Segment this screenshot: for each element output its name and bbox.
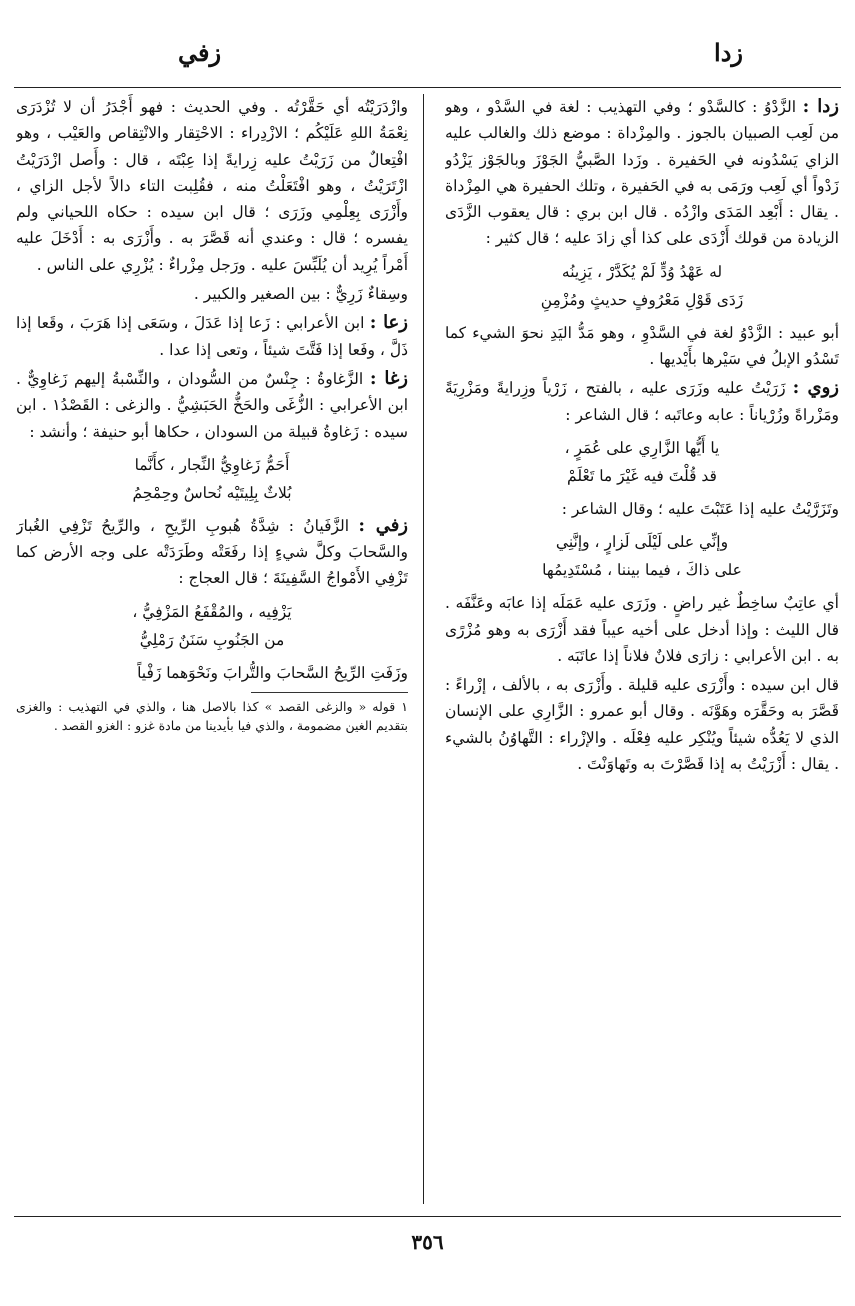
verse bbox=[445, 434, 839, 490]
entry-heading: زغا : bbox=[369, 367, 408, 389]
verse-line: بُلاثٌ بِلِيتَيْه نُحاسٌ وحِمْحِمُ bbox=[132, 483, 292, 502]
entry-text: الزَّفَيانُ : شِدَّةُ هُبوبِ الرِّيحِ ، والرِّيحُ تَزْفِي الغُبارَ والسَّحابَ وكلَّ شيءٍ إذا رفَعَتْه وطَرَدَتْه على وجه الأرض كما تَزْفِي الأَمْواجُ السَّفِينَةَ ؛ قال العجاج : bbox=[16, 516, 408, 588]
footnote-rule bbox=[251, 692, 408, 693]
entry-heading: زعا : bbox=[369, 312, 408, 334]
entry-text: ابن الأعرابي : زَعا إذا عَدَلَ ، وسَعَى إذا هَرَبَ ، وقَعا إذا ذَلَّ ، وفَعا إذا فَتَّتَ شيئاً ، وتعى إذا عدا . bbox=[16, 314, 408, 359]
paragraph: وازْدَرَيْتُه أي حَقَّرْتُه . وفي الحديث : فهو أَجْدَرُ أن لا تُزْدَرَى نِعْمَةُ اللهِ عَلَيْكُم ؛ الازْدِراء : الاحْتِقار والانْتِقاص والعَيْب ، وهو افْتِعالٌ من زَرَيْتُ عليه زِرايةً إذا عِبْتَه ، قال : وأَصل ازْدَرَيْتُ ازْتَرَيْتُ ، وهو افْتَعَلْتُ منه ، فقُلِبت التاء دالاً لأجل الزاي ، وأَزْرَى بِعِلْمِي وزَرَى ؛ قال ابن سيده : حكاه اللحياني ولم يفسره ؛ قال : وعندي أنه قَصَّرَ به . وأَزْرَى به : أَدْخَلَ عليه أَمْراً يُرِيد أن يُلَبِّسَ عليه . ورَجل مِزْراءٌ : يُزْرِي على الناس . bbox=[16, 98, 408, 274]
verse bbox=[16, 598, 408, 654]
page-number: ٣٥٦ bbox=[411, 1230, 444, 1254]
verse-line: قد قُلْتَ فيه غَيْرَ ما تَعْلَمْ bbox=[567, 466, 717, 485]
verse-line: له عَهْدُ وُدٍّ لَمْ يُكَدَّرْ ، يَزِينُه bbox=[561, 262, 723, 281]
entry-zada bbox=[445, 94, 839, 252]
running-head-right: زدا bbox=[714, 38, 743, 67]
paragraph: أبو عبيد : الزَّدْوُ لغة في السَّدْوِ ، وهو مَدُّ اليَدِ نحوَ الشيء كما تَسْدُو الإبلُ في سَيْرها بأَيْديها . bbox=[445, 323, 839, 369]
verse-line: زَدَى قَوْلِ مَعْرُوفٍ حديثٍ ومُزْمِنِ bbox=[540, 290, 744, 309]
verse-line: على ذاكَ ، فيما بيننا ، مُسْتَدِيمُها bbox=[542, 561, 742, 580]
verse bbox=[445, 528, 839, 584]
entry-text: زَرَيْتُ عليه وزَرَى عليه ، بالفتح ، زَرْياً وزِرايةً ومَزْرِيَةً ومَزْراةً وزُرْياناً : عابه وعاتَبه ؛ قال الشاعر : bbox=[445, 379, 839, 424]
verse-line: وإنِّي على لَيْلَى لَزارٍ ، وإنَّنِي bbox=[555, 533, 729, 552]
left-column bbox=[16, 94, 408, 1202]
verse-line: يَزْفِيه ، والمُقْفَعُ المَزْفِيُّ ، bbox=[132, 602, 292, 621]
header-rule bbox=[14, 87, 841, 88]
paragraph: أي عاتِبٌ ساخِطٌ غير راضٍ . وزَرَى عليه عَمَلَه إذا عابَه وعَنَّفَه . قال الليث : وإذا أدخل على أخيه عيباً فقد أَزْرَى به وهو مُزْرًى به . ابن الأعرابي : زارَى فلانٌ فلاناً إذا عاتَبَه . bbox=[445, 594, 839, 665]
verse-line: أَحَمُّ زَغاوِيُّ النِّجار ، كأَنَّما bbox=[134, 455, 290, 474]
paragraph: قال ابن سيده : وأَزْرَى عليه قليلة . وأَزْرَى به ، بالألف ، إزْراءً : قَصَّرَ به وحَقَّرَه وهَوَّنَه . وقال أبو عمرو : الزَّارِي على الإنسان الذي لا يَعُدُّه شيئاً ويُنْكِر عليه فِعْلَه . والإزْراء : التَّهاوُنُ بالشيء . يقال : أَزْرَيْتُ به إذا قَصَّرْتَ به وتَهاوَنْتَ . bbox=[445, 676, 839, 774]
paragraph: وزَفَتِ الرِّيحُ السَّحابَ والتُّرابَ ونَحْوَهما زَفْياً bbox=[137, 663, 408, 682]
verse bbox=[445, 258, 839, 314]
footer-rule bbox=[14, 1216, 841, 1217]
paragraph: وسِقاءٌ زَرِيٌّ : بين الصغير والكبير . bbox=[193, 285, 408, 304]
verse bbox=[16, 451, 408, 507]
entry-zaa bbox=[16, 310, 408, 363]
entry-heading: زدا : bbox=[802, 96, 839, 117]
entry-text: الزَّدْوُ : كالسَّدْو ؛ وفي التهذيب : لغة في السَّدْو ، وهو من لَعِب الصبيان بالجوز . والمِزْداة : موضع ذلك والغالب عليه الزاي يَسْدُونه في الحَفيرة . وزَدا الصَّبيُّ الجَوْزَ وبالجَوْز يَزْدُو زَدْواً أي لَعِب ورَمَى به في الحَفيرة ، وتلك الحفيرة هي المِزْداة . يقال : أَبْعِد المَدَى وازْدُه . قال ابن بري : قال يعقوب الزَّدَى الزيادة من قولك أَزْدَى على كذا أي زادَ عليه ؛ قال كثير : bbox=[445, 98, 839, 248]
entry-zawa bbox=[445, 375, 839, 428]
verse-line: من الجَنُوبِ سَنَنٌ رَمْلِيُّ bbox=[139, 630, 285, 649]
verse-line: يا أَيُّها الزَّارِي على عُمَرٍ ، bbox=[564, 438, 720, 457]
entry-heading: زوي : bbox=[792, 377, 839, 399]
entry-zafa bbox=[16, 513, 408, 592]
entry-heading: زفي : bbox=[358, 514, 408, 536]
right-column bbox=[445, 94, 839, 1202]
entry-text: الزَّغاوةُ : جِنْسٌ من السُّودان ، والنِّسْبةُ إليهم زَغاوِيٌّ . ابن الأعرابي : الزُّغَى والحَخُّ الحَبَشِيُّ . والزغى : القَصْدُ١ . ابن سيده : زَغاوةُ قبيلة من السودان ، حكاها أبو حنيفة ؛ وأنشد : bbox=[16, 369, 408, 441]
paragraph: وتَزَرَّيْتُ عليه إذا عَتَبْتَ عليه ؛ وقال الشاعر : bbox=[561, 499, 839, 518]
footnote: ١ قوله « والزغى القصد » كذا بالاصل هنا ، والذي في التهذيب : والغزى بتقديم الغين مضمومة ، والذي فيا بأيدينا من مادة غزو : الغزو القصد . bbox=[16, 699, 408, 734]
column-separator bbox=[423, 94, 424, 1204]
running-head-left: زفي bbox=[178, 38, 222, 67]
entry-zagha bbox=[16, 366, 408, 445]
